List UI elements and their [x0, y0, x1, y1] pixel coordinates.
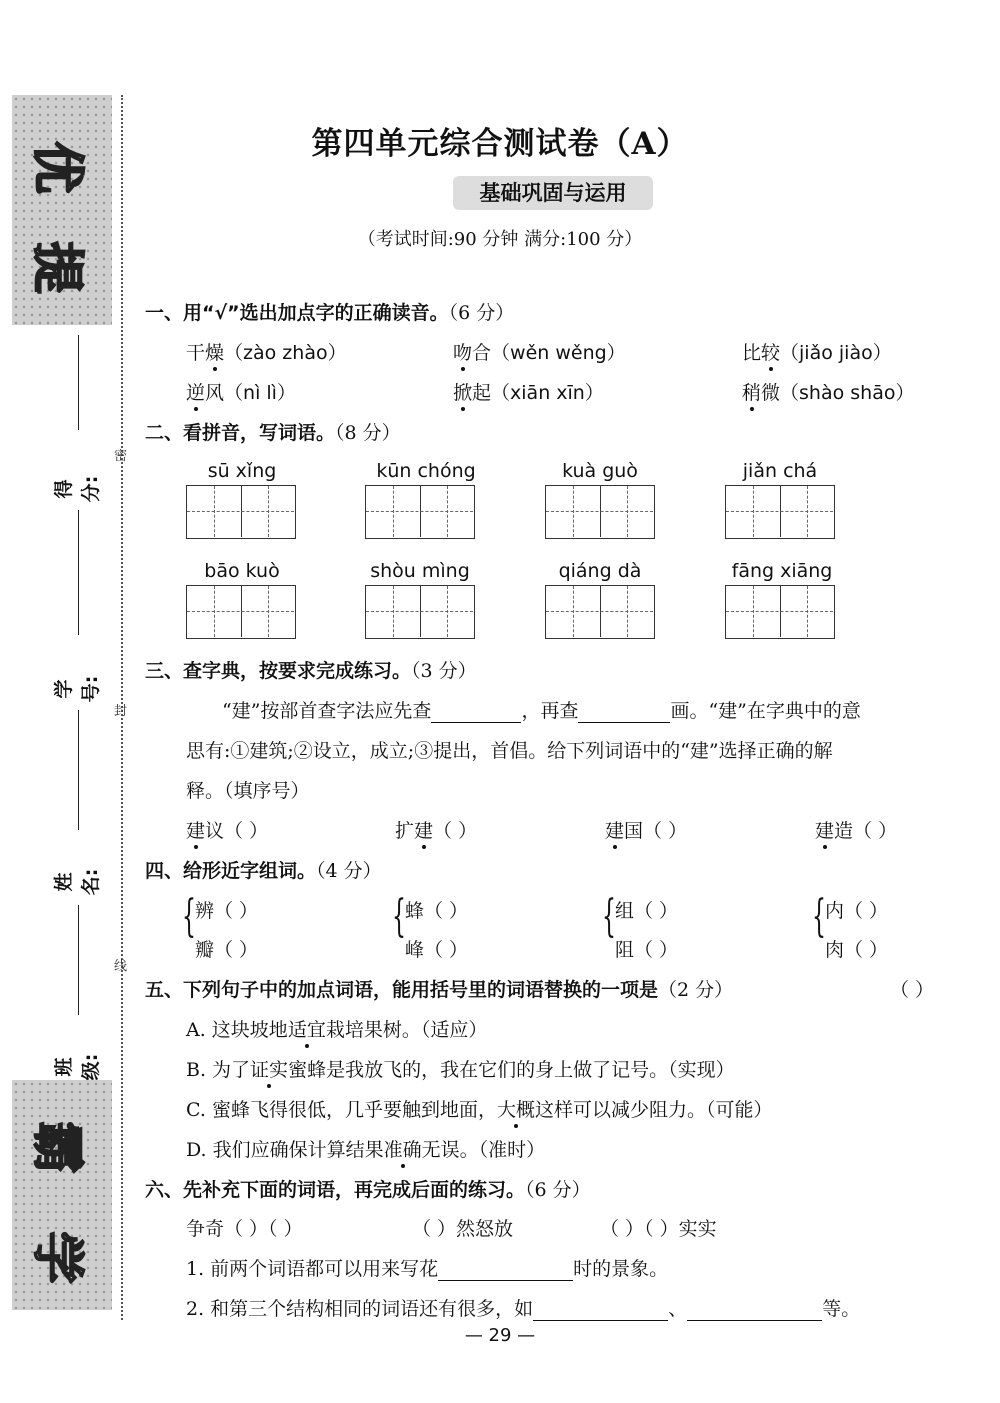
- name-field-label: 姓名:: [53, 868, 102, 896]
- q1-item: 逆风（nì lì）: [186, 382, 296, 404]
- side-band-bottom: [12, 1080, 112, 1310]
- writing-grid[interactable]: [725, 585, 835, 639]
- q1-heading: 一、用“√”选出加点字的正确读音。（6 分）: [145, 302, 515, 324]
- q5-answer-paren[interactable]: （ ）: [890, 979, 935, 1001]
- q6-sub2: 2. 和第三个结构相同的词语还有很多，如 、 等。: [186, 1298, 861, 1320]
- writing-grid[interactable]: [725, 485, 835, 539]
- q3-line: 释。（填序号）: [186, 780, 310, 802]
- q1-item: 稍微（shào shāo）: [742, 382, 915, 404]
- answer-blank[interactable]: [431, 702, 521, 723]
- q4-word: 肉（ ）: [825, 939, 889, 961]
- answer-blank[interactable]: [578, 702, 670, 723]
- q6-fill[interactable]: （ ）（ ）实实: [600, 1218, 717, 1240]
- q5-option: A. 这块坡地适宜栽培果树。（适应）: [186, 1019, 488, 1041]
- q6-fill[interactable]: （ ）然怒放: [412, 1218, 514, 1240]
- answer-blank[interactable]: [438, 1260, 573, 1281]
- writing-grid[interactable]: [186, 585, 296, 639]
- q5-option: C. 蜜蜂飞得很低，几乎要触到地面，大概这样可以减少阻力。（可能）: [186, 1099, 773, 1121]
- writing-grid[interactable]: [545, 485, 655, 539]
- q2-pinyin: qiáng dà: [558, 560, 642, 582]
- q2-heading: 二、看拼音，写词语。（8 分）: [145, 422, 401, 444]
- q3-word: 建造（ ）: [815, 820, 898, 842]
- q6-heading: 六、先补充下面的词语，再完成后面的练习。（6 分）: [145, 1179, 591, 1201]
- q3-word: 扩建（ ）: [395, 820, 478, 842]
- q1-item: 吻合（wěn wěng）: [453, 342, 626, 364]
- brace: {: [812, 891, 826, 942]
- answer-blank[interactable]: [687, 1300, 822, 1321]
- side-band-glyph: 提: [26, 241, 87, 294]
- q6-fill[interactable]: 争奇（ ）（ ）: [186, 1218, 303, 1240]
- q4-word: 组（ ）: [615, 900, 679, 922]
- side-band-glyph: 霸: [26, 1121, 87, 1174]
- q2-pinyin: jiǎn chá: [742, 460, 818, 482]
- q2-pinyin: kuà guò: [562, 460, 638, 482]
- q4-word: 内（ ）: [825, 900, 889, 922]
- brace: {: [602, 891, 616, 942]
- field-line: [78, 510, 79, 635]
- seal-mark: 线: [114, 959, 128, 974]
- q5-option: B. 为了证实蜜蜂是我放飞的，我在它们的身上做了记号。（实现）: [186, 1059, 735, 1081]
- seal-mark: 密: [114, 449, 128, 464]
- field-line: [78, 335, 79, 430]
- q6-sub1: 1. 前两个词语都可以用来写花 时的景象。: [186, 1258, 669, 1280]
- field-line: [78, 905, 79, 1015]
- writing-grid[interactable]: [186, 485, 296, 539]
- answer-blank[interactable]: [533, 1300, 668, 1321]
- exam-time-info: （考试时间:90 分钟 满分:100 分）: [357, 229, 643, 250]
- brace: {: [392, 891, 406, 942]
- q3-line: 思有:①建筑;②设立，成立;③提出，首倡。给下列词语中的“建”选择正确的解: [186, 740, 833, 762]
- class-field-label: 班级:: [53, 1053, 102, 1081]
- seal-mark: 封: [114, 704, 128, 719]
- q4-word: 瓣（ ）: [195, 939, 259, 961]
- writing-grid[interactable]: [365, 485, 475, 539]
- q4-heading: 四、给形近字组词。（4 分）: [145, 860, 382, 882]
- q5-option: D. 我们应确保计算结果准确无误。（准时）: [186, 1139, 546, 1161]
- q1-item: 比较（jiǎo jiào）: [742, 342, 892, 364]
- student-id-field-label: 学号:: [53, 675, 102, 703]
- q3-line: “建”按部首查字法应先查 ，再查 画。“建”在字典中的意: [222, 700, 861, 722]
- q3-heading: 三、查字典，按要求完成练习。（3 分）: [145, 660, 477, 682]
- section-subtitle: 基础巩固与运用: [453, 176, 653, 210]
- page-number: — 29 —: [464, 1325, 536, 1346]
- brace: {: [182, 891, 196, 942]
- q2-pinyin: fāng xiāng: [731, 560, 833, 582]
- q1-item: 掀起（xiān xīn）: [453, 382, 604, 404]
- q5-heading: 五、下列句子中的加点词语，能用括号里的词语替换的一项是（2 分）: [145, 979, 734, 1001]
- writing-grid[interactable]: [545, 585, 655, 639]
- q3-word: 建国（ ）: [605, 820, 688, 842]
- field-line: [78, 710, 79, 830]
- q2-pinyin: sū xǐng: [207, 460, 277, 482]
- q4-word: 峰（ ）: [405, 939, 469, 961]
- q1-item: 干燥（zào zhào）: [186, 342, 347, 364]
- page-title: 第四单元综合测试卷（A）: [311, 126, 689, 162]
- q2-pinyin: shòu mìng: [370, 560, 470, 582]
- writing-grid[interactable]: [365, 585, 475, 639]
- score-field-label: 得分:: [53, 475, 102, 503]
- q2-pinyin: kūn chóng: [376, 460, 476, 482]
- side-band-glyph: 学: [26, 1231, 87, 1284]
- q4-word: 辨（ ）: [195, 900, 259, 922]
- q2-pinyin: bāo kuò: [204, 560, 280, 582]
- q4-word: 蜂（ ）: [405, 900, 469, 922]
- side-band-glyph: 优: [26, 141, 87, 194]
- q4-word: 阻（ ）: [615, 939, 679, 961]
- q3-word: 建议（ ）: [186, 820, 269, 842]
